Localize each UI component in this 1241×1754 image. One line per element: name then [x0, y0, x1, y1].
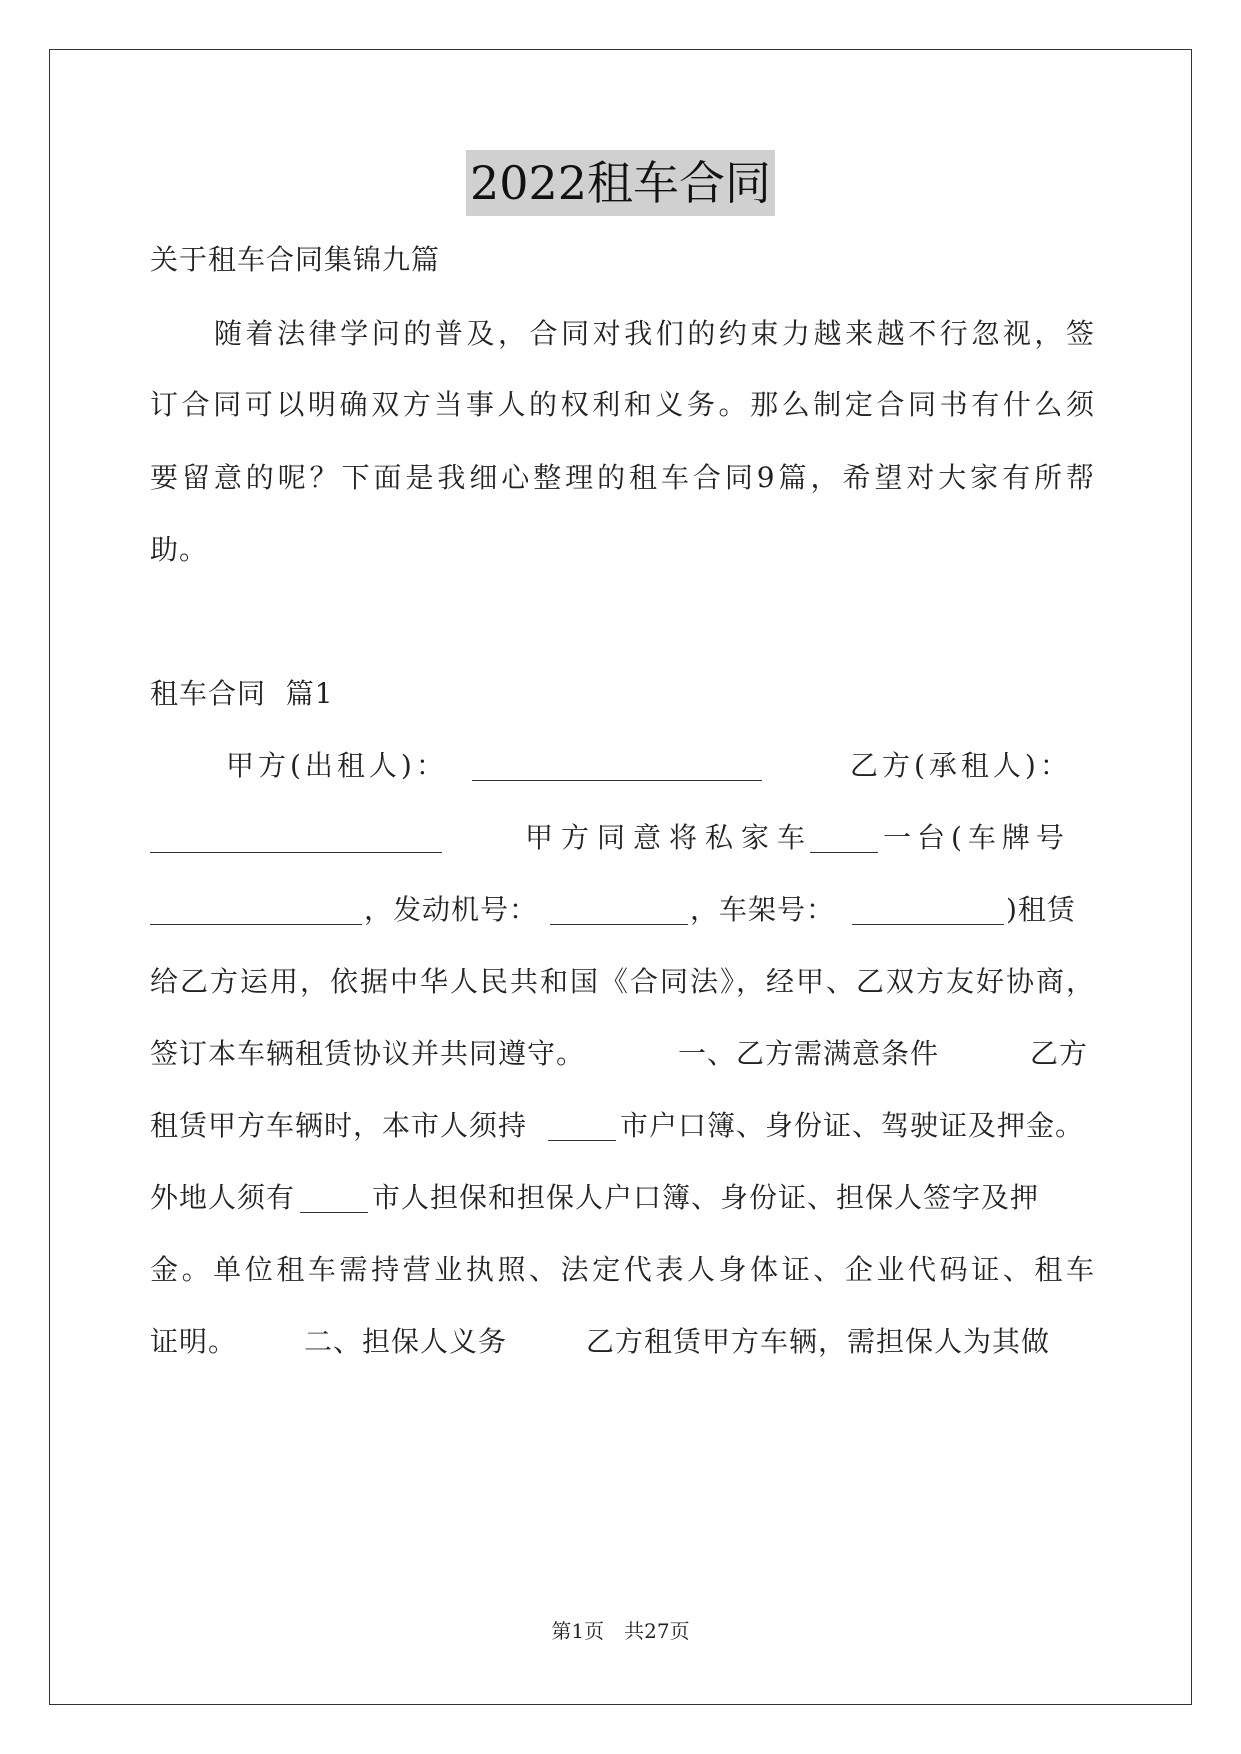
section-heading: 租车合同 篇1	[150, 677, 334, 710]
intro-line-4: 助。	[150, 533, 209, 566]
title-container	[0, 150, 1241, 216]
clause-2-start: 乙方租赁甲方车辆，需担保人为其做	[586, 1325, 1051, 1358]
intro-line-3: 要留意的呢？下面是我细心整理的租车合同9篇，希望对大家有所帮	[150, 461, 1095, 494]
proof-text: 证明。	[150, 1325, 238, 1358]
plate-text: 一台(车牌号	[883, 821, 1070, 854]
frame-blank	[852, 898, 1004, 925]
engine-blank	[550, 898, 688, 925]
plate-blank	[150, 898, 362, 925]
nonlocal-text: 外地人须有	[150, 1181, 296, 1214]
local-req-text: 租赁甲方车辆时，本市人须持	[150, 1109, 528, 1142]
lessor-blank	[472, 754, 762, 781]
lessee-label: 乙方(承租人)：	[850, 749, 1072, 782]
clause-2-heading: 二、担保人义务	[304, 1325, 508, 1358]
page-footer: 第1页 共27页	[551, 1619, 690, 1643]
contract-line-8: 金。单位租车需持营业执照、法定代表人身体证、企业代码证、租车	[150, 1253, 1095, 1286]
guarantor-docs-text: 市人担保和担保人户口簿、身份证、担保人签字及押	[372, 1181, 1040, 1214]
page-border	[49, 49, 1192, 1705]
car-count-blank	[810, 826, 878, 853]
lessee-blank	[150, 826, 442, 853]
lease-text: )租赁	[1006, 893, 1076, 926]
sign-text: 签订本车辆租赁协议并共同遵守。	[150, 1037, 586, 1070]
frame-label: ，车架号：	[690, 893, 836, 926]
lessor-label: 甲方(出租人)：	[226, 749, 448, 782]
clause-1-heading: 一、乙方需满意条件	[678, 1037, 940, 1070]
city-blank-1	[548, 1114, 616, 1141]
document-title: 2022租车合同	[466, 150, 775, 216]
intro-line-1: 随着法律学问的普及，合同对我们的约束力越来越不行忽视，签	[214, 317, 1095, 350]
clause-1-start: 乙方	[1030, 1037, 1089, 1070]
agree-text: 甲方同意将私家车	[525, 821, 814, 854]
contract-line-4: 给乙方运用，依据中华人民共和国《合同法》，经甲、乙双方友好协商，	[150, 965, 1095, 998]
city-blank-2	[300, 1186, 368, 1213]
local-docs-text: 市户口簿、身份证、驾驶证及押金。	[620, 1109, 1085, 1142]
document-subtitle: 关于租车合同集锦九篇	[150, 243, 441, 276]
intro-line-2: 订合同可以明确双方当事人的权利和义务。那么制定合同书有什么须	[150, 388, 1095, 421]
engine-label: ，发动机号：	[364, 893, 539, 926]
